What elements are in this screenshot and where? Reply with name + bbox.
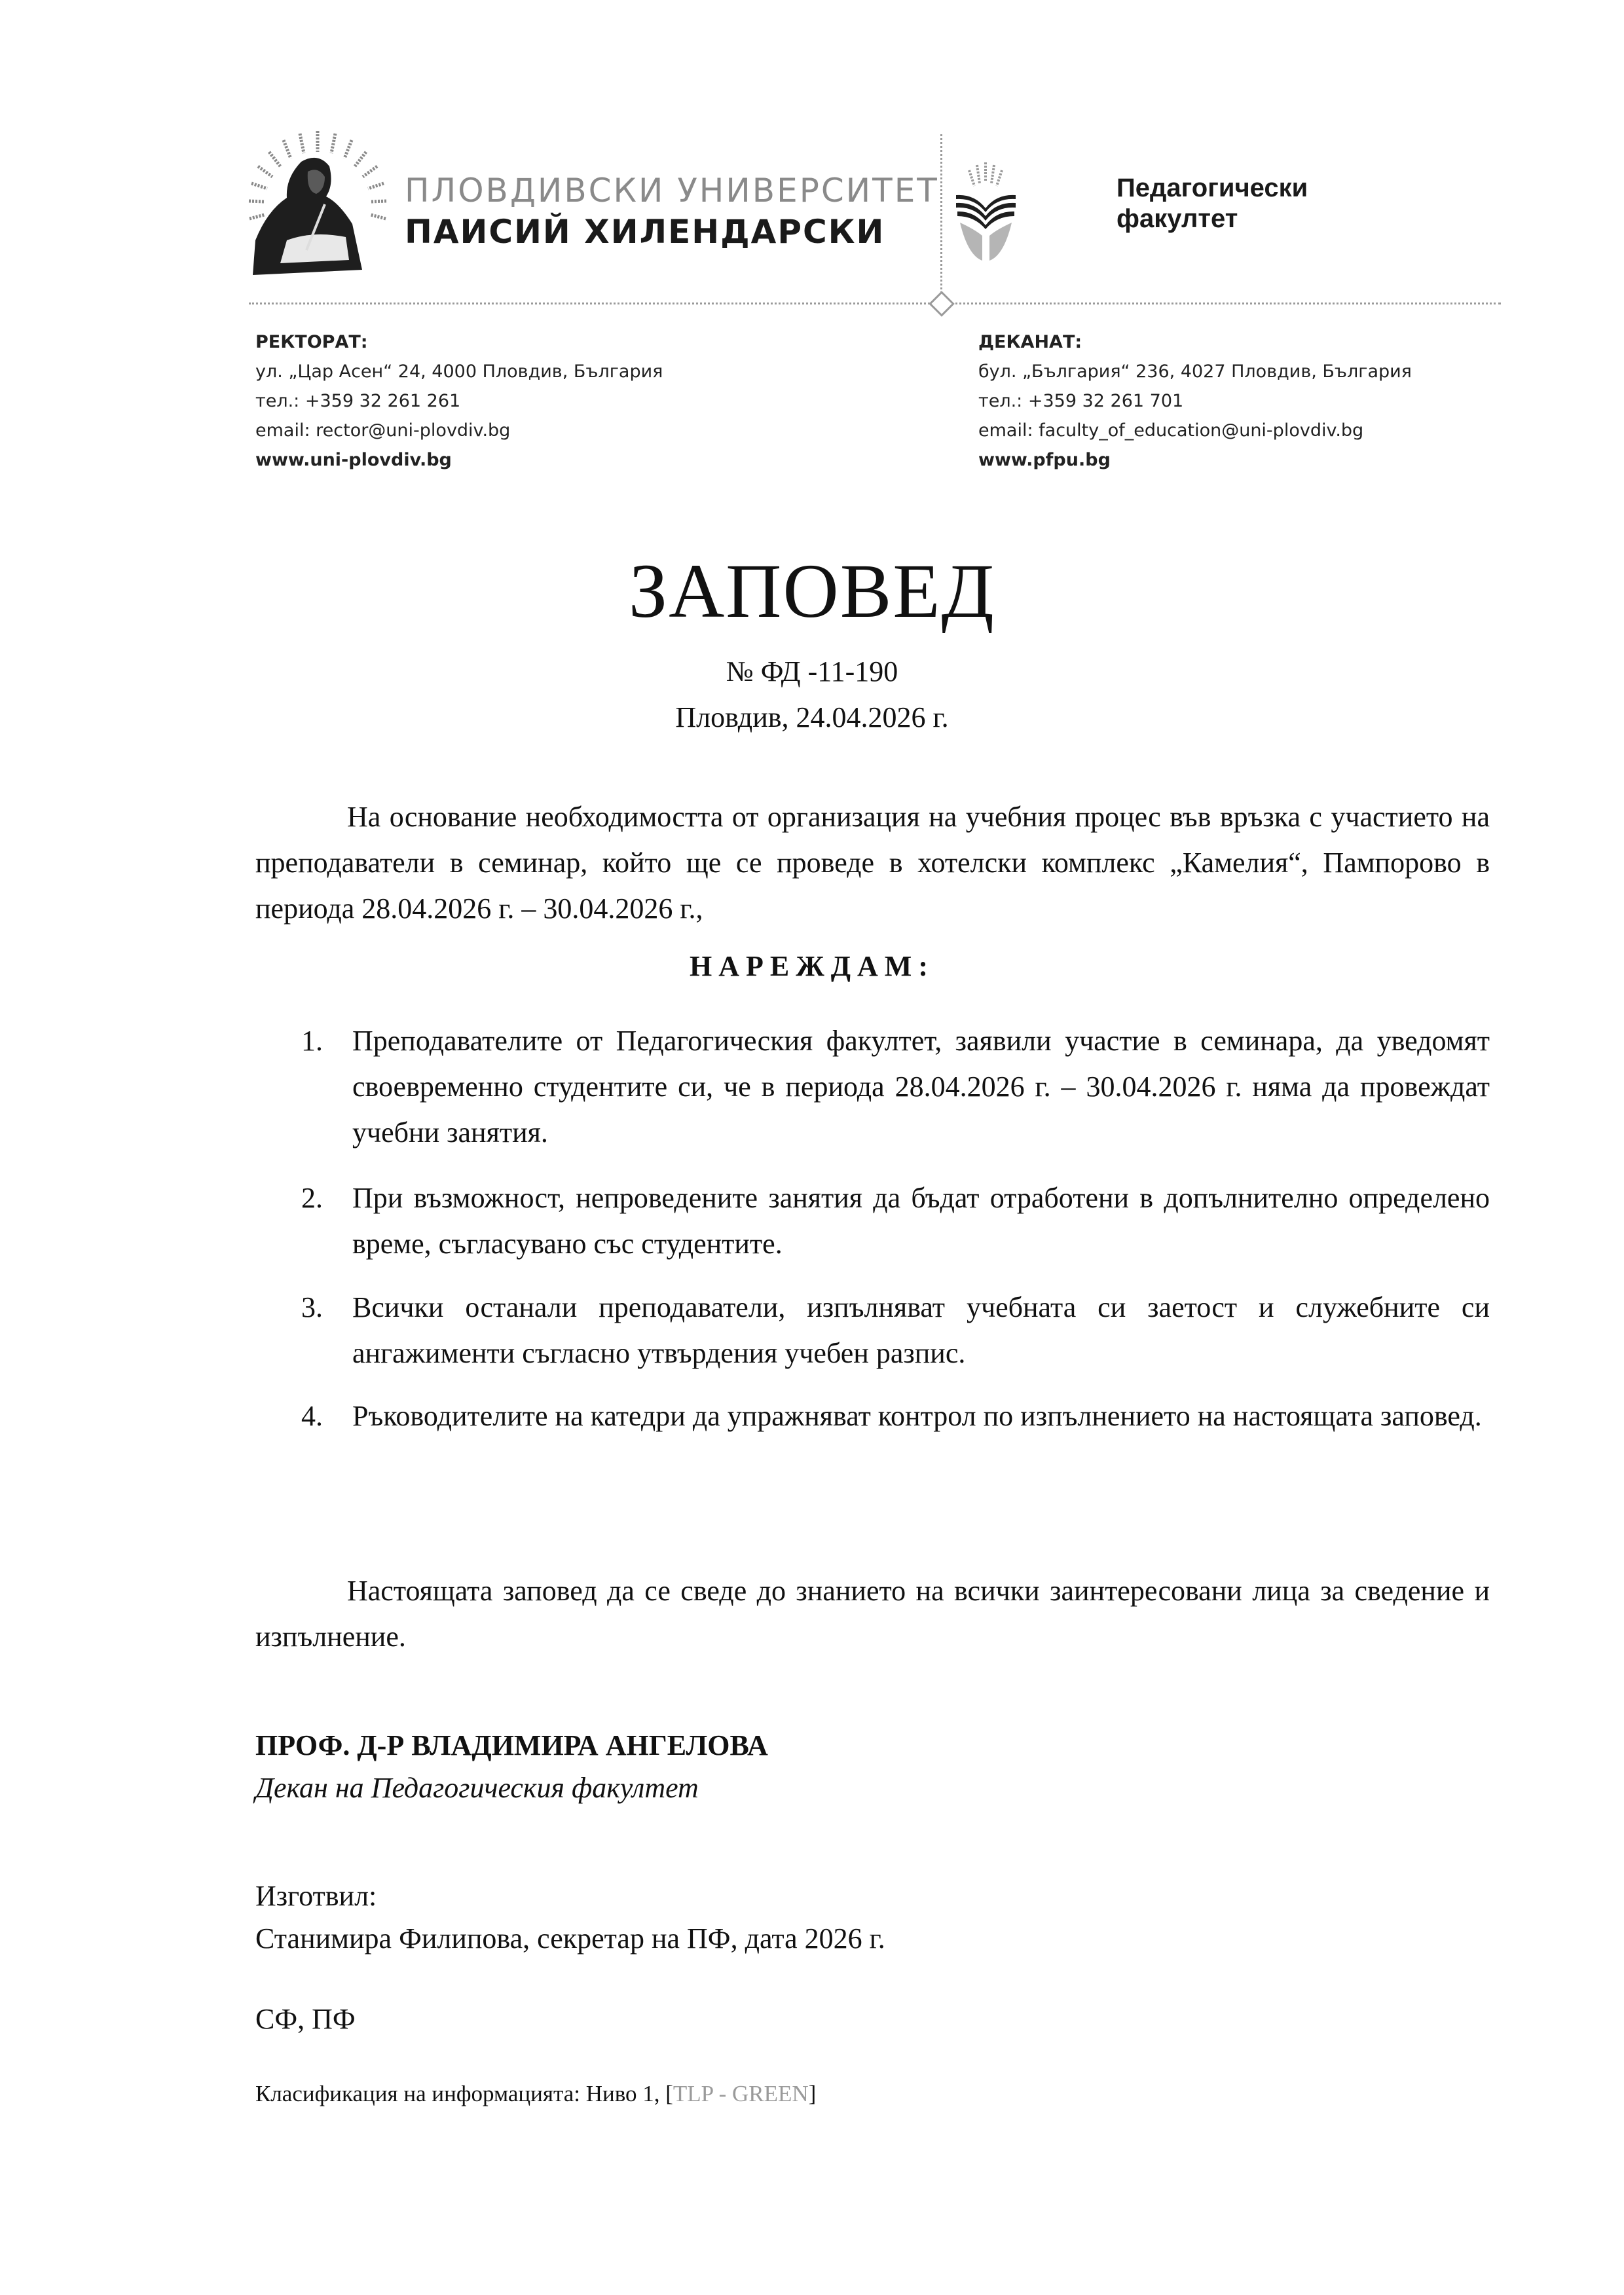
order-item (255, 1018, 1490, 1156)
university-name-line1: ПЛОВДИВСКИ УНИВЕРСИТЕТ (405, 172, 939, 210)
signatory-name: ПРОФ. Д-Р ВЛАДИМИРА АНГЕЛОВА (255, 1729, 768, 1761)
open-book-hands-icon (955, 157, 1017, 263)
header-horizontal-divider-left (249, 303, 930, 304)
rectorate-phone: тел.: +359 32 261 261 (255, 391, 461, 411)
prepared-by-label: Изготвил: (255, 1880, 377, 1912)
order-number: № ФД -11-190 (726, 655, 898, 688)
item-number: 3. (301, 1291, 323, 1323)
deanery-address: бул. „България“ 236, 4027 Пловдив, България (978, 361, 1412, 382)
preamble-text: На основание необходимостта от организация на учебния процес във връзка с участието на преподаватели в семинар, който ще се проведе в хотелски комплекс „Камелия“, Пампорово в периода 28.04.2026 г. – 30.04.2026 г., (255, 801, 1490, 925)
rectorate-website[interactable]: www.uni-plovdiv.bg (255, 450, 452, 470)
item-number: 2. (301, 1182, 323, 1214)
header-vertical-divider (940, 134, 942, 301)
item-text: Всички останали преподаватели, изпълняват учебната си заетост и служебните си ангажименти съгласно утвърдения учебен разпис. (352, 1291, 1490, 1369)
university-logo (248, 126, 388, 283)
header-horizontal-divider-right (951, 303, 1501, 304)
rectorate-address: ул. „Цар Асен“ 24, 4000 Пловдив, България (255, 361, 663, 382)
order-item (255, 1285, 1490, 1376)
item-text: Ръководителите на катедри да упражняват контрол по изпълнението на настоящата заповед. (352, 1400, 1482, 1432)
faculty-name-line1: Педагогически (1116, 174, 1308, 202)
place-and-date: Пловдив, 24.04.2026 г. (675, 701, 949, 733)
divider-diamond-ornament (929, 291, 955, 317)
directive-heading: НАРЕЖДАМ: (690, 950, 934, 982)
item-text: Преподавателите от Педагогическия факултет, заявили участие в семинара, да уведомят своевременно студентите си, че в периода 28.04.2026 г. – 30.04.2026 г. няма да провеждат учебни занятия. (352, 1025, 1490, 1148)
rectorate-email[interactable]: email: rector@uni-plovdiv.bg (255, 420, 511, 441)
order-item (255, 1393, 1490, 1439)
distribution-list: СФ, ПФ (255, 2003, 356, 2035)
document-title: ЗАПОВЕД (628, 548, 996, 634)
deanery-heading: ДЕКАНАТ: (978, 332, 1082, 352)
university-name-line2: ПАИСИЙ ХИЛЕНДАРСКИ (405, 213, 885, 251)
faculty-name-line2: факултет (1116, 204, 1238, 233)
information-classification (255, 2081, 816, 2107)
tlp-label: TLP - GREEN (673, 2081, 809, 2106)
classification-prefix: Класификация на информацията: Ниво 1, [ (255, 2081, 673, 2106)
deanery-phone: тел.: +359 32 261 701 (978, 391, 1184, 411)
closing-paragraph (255, 1568, 1490, 1660)
item-number: 4. (301, 1400, 323, 1432)
rectorate-heading: РЕКТОРАТ: (255, 332, 368, 352)
signatory-role: Декан на Педагогическия факултет (255, 1772, 699, 1804)
deanery-contact-block (978, 327, 1412, 475)
item-text: При възможност, непроведените занятия да бъдат отработени в допълнително определено време, съгласувано със студентите. (352, 1182, 1490, 1260)
rectorate-contact-block (255, 327, 663, 475)
prepared-by-details: Станимира Филипова, секретар на ПФ, дата 2026 г. (255, 1922, 885, 1955)
closing-text: Настоящата заповед да се сведе до знанието на всички заинтересовани лица за сведение и изпълнение. (255, 1575, 1490, 1653)
paisiy-portrait-icon (248, 126, 388, 283)
deanery-email[interactable]: email: faculty_of_education@uni-plovdiv.bg (978, 420, 1364, 441)
faculty-logo (955, 157, 1017, 263)
deanery-website[interactable]: www.pfpu.bg (978, 450, 1111, 470)
preamble-paragraph (255, 794, 1490, 932)
order-item (255, 1175, 1490, 1267)
classification-suffix: ] (808, 2081, 817, 2106)
item-number: 1. (301, 1025, 323, 1057)
